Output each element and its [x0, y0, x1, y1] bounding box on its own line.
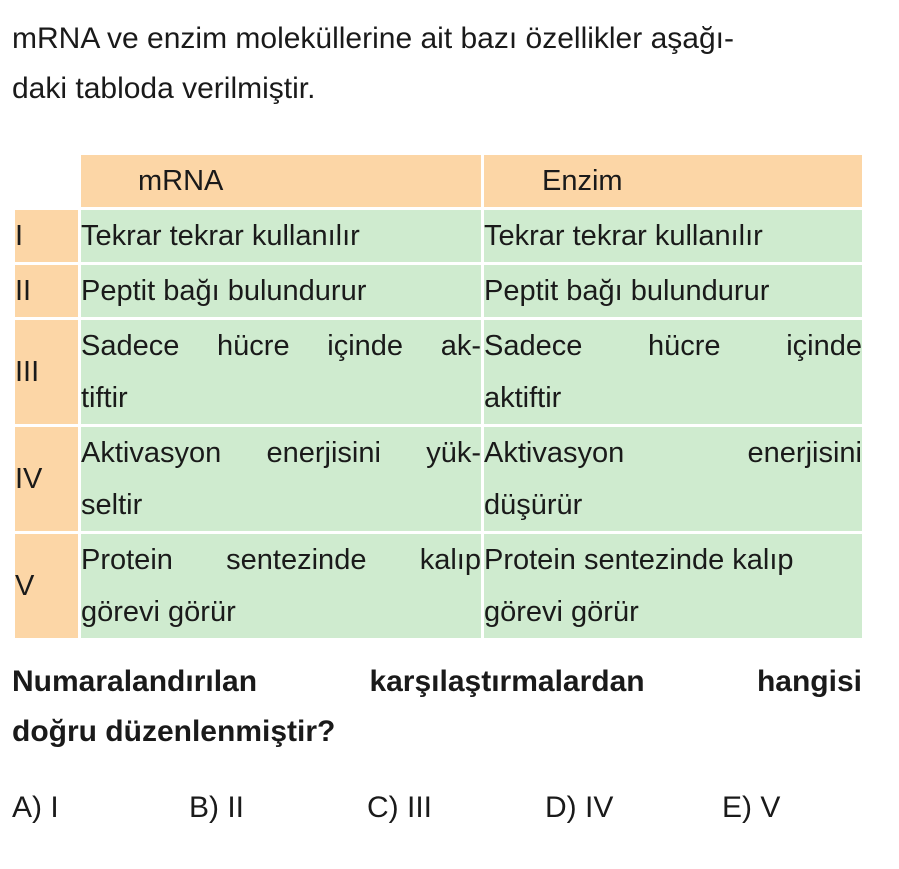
- cell-line: Aktivasyon enerjisini: [484, 437, 862, 469]
- cell-line: düşürür: [484, 489, 583, 521]
- enzim-cell: [483, 533, 864, 640]
- cell-line: Sadece hücre içinde ak-: [81, 330, 481, 362]
- cell-line: Tekrar tekrar kullanılır: [81, 220, 360, 252]
- mrna-cell: [80, 264, 483, 319]
- enzim-cell: [483, 264, 864, 319]
- enzim-cell: [483, 209, 864, 264]
- cell-line: Aktivasyon enerjisini yük-: [81, 437, 481, 469]
- option-e[interactable]: E) V: [722, 791, 781, 824]
- cell-line: görevi görür: [484, 596, 639, 628]
- cell-line: aktiftir: [484, 382, 562, 414]
- option-b[interactable]: B) II: [189, 791, 245, 824]
- comparison-table: [12, 152, 865, 641]
- column-header-mrna: mRNA: [80, 154, 483, 209]
- column-header-enzim: Enzim: [483, 154, 864, 209]
- row-number: III: [14, 319, 80, 426]
- mrna-cell: [80, 533, 483, 640]
- table-row: [14, 209, 864, 264]
- table-corner: [14, 154, 80, 209]
- table-row: [14, 426, 864, 533]
- cell-line: Peptit bağı bulundurur: [484, 275, 770, 307]
- cell-line: tiftir: [81, 382, 128, 414]
- intro-line-2: daki tabloda verilmiştir.: [12, 72, 316, 105]
- cell-line: görevi görür: [81, 596, 236, 628]
- cell-line: Tekrar tekrar kullanılır: [484, 220, 763, 252]
- cell-line: Sadece hücre içinde: [484, 330, 862, 362]
- table-header-row: [14, 154, 864, 209]
- option-a[interactable]: A) I: [12, 791, 59, 824]
- table-row: [14, 319, 864, 426]
- enzim-cell: [483, 319, 864, 426]
- intro-text: [12, 14, 872, 114]
- row-number: II: [14, 264, 80, 319]
- intro-line-1: mRNA ve enzim moleküllerine ait bazı özellikler aşağı-: [12, 22, 734, 55]
- table-row: [14, 533, 864, 640]
- question-line-2: doğru düzenlenmiştir?: [12, 715, 336, 748]
- enzim-cell: [483, 426, 864, 533]
- row-number: IV: [14, 426, 80, 533]
- cell-line: Protein sentezinde kalıp: [81, 544, 481, 576]
- cell-line: seltir: [81, 489, 143, 521]
- mrna-cell: [80, 319, 483, 426]
- option-d[interactable]: D) IV: [545, 791, 614, 824]
- cell-line: Protein sentezinde kalıp: [484, 544, 794, 576]
- table-row: [14, 264, 864, 319]
- mrna-cell: [80, 426, 483, 533]
- row-number: V: [14, 533, 80, 640]
- question-line-1: Numaralandırılan karşılaştırmalardan hangisi: [12, 665, 862, 698]
- question-text: [12, 657, 862, 757]
- mrna-cell: [80, 209, 483, 264]
- row-number: I: [14, 209, 80, 264]
- cell-line: Peptit bağı bulundurur: [81, 275, 367, 307]
- option-c[interactable]: C) III: [367, 791, 432, 824]
